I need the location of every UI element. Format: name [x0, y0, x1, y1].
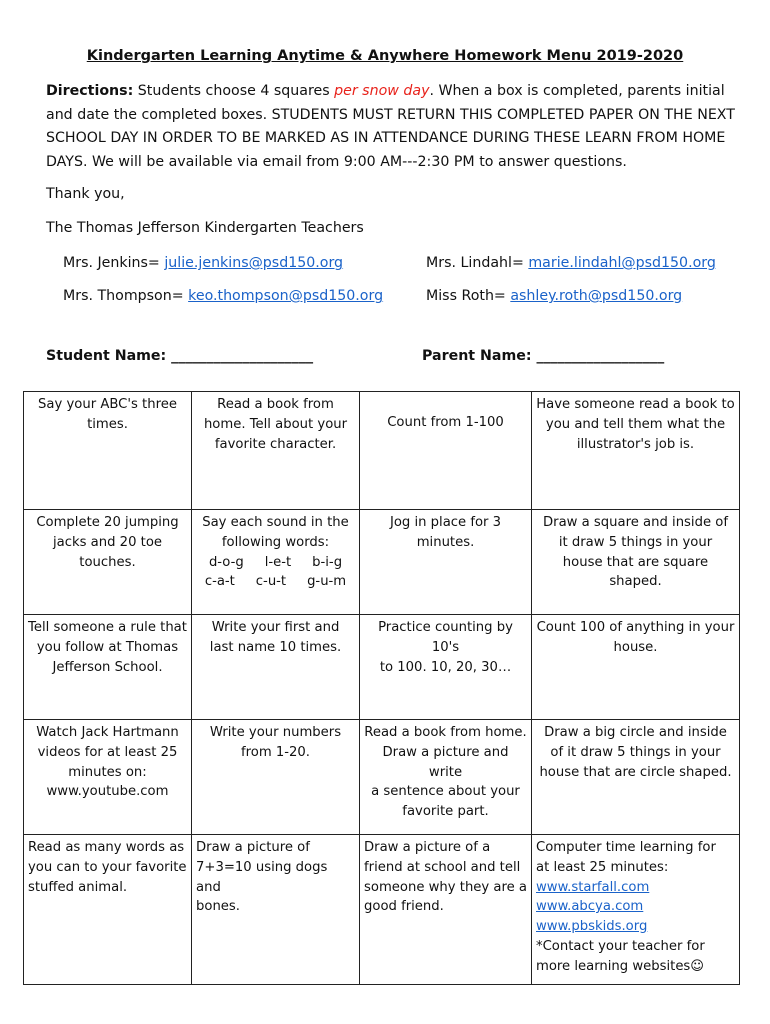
cell-text: Practice counting by 10's: [378, 620, 513, 655]
cell-text: *Contact your teacher for: [536, 938, 705, 954]
student-name-field[interactable]: Student Name: ____________________: [46, 348, 314, 364]
cell-text: bones.: [196, 899, 240, 915]
cell-text: Draw a picture of: [196, 840, 310, 855]
directions-text-before: Students choose 4 squares: [133, 83, 335, 99]
cell-text: house.: [613, 639, 658, 655]
cell-text: videos for at least 25: [37, 744, 178, 760]
directions-paragraph: [46, 80, 736, 174]
thanks-line: Thank you,: [46, 186, 125, 202]
cell-text: Say each sound in the: [202, 515, 349, 530]
cell-text: following words:: [221, 534, 330, 550]
cell-text: of it draw 5 things in your: [550, 744, 721, 760]
abcya-link[interactable]: www.abcya.com: [536, 899, 644, 915]
contact-roth: [426, 288, 682, 304]
cell-text: Watch Jack Hartmann: [36, 725, 179, 740]
cell-text: Tell someone a rule that: [28, 620, 187, 635]
cell-text: Count 100 of anything in your: [536, 620, 735, 635]
cell-text: it draw 5 things in your: [558, 534, 713, 550]
directions-highlight: per snow day: [334, 83, 430, 99]
page-title: Kindergarten Learning Anytime & Anywhere Homework Menu 2019-2020: [86, 48, 684, 64]
cell-text: favorite character.: [214, 436, 337, 452]
menu-square[interactable]: [360, 720, 532, 835]
cell-text: favorite part.: [402, 804, 489, 820]
menu-square[interactable]: [192, 510, 360, 615]
cell-text: Write your first and: [211, 620, 340, 635]
contact-label: Mrs. Jenkins=: [63, 255, 165, 271]
directions-text-after: . When a box is completed, parents initial and date the completed boxes. STUDENTS MUST RETURN THIS COMPLETED PAPER ON THE NEXT SCHOOL DAY IN ORDER TO BE MARKED AS IN ATTENDANCE DURING THESE LEARN FROM HOME DAYS. We will be available via email from 9:00 AM---2:30 PM to answer questions.: [46, 83, 735, 170]
table-row: [24, 392, 740, 510]
cell-text: you and tell them what the: [545, 416, 726, 432]
cell-text: more learning websites☺: [536, 958, 705, 974]
cell-text: jacks and 20 toe: [52, 534, 163, 550]
menu-square[interactable]: [192, 615, 360, 720]
cell-text: Draw a picture of a: [364, 840, 491, 855]
cell-text: Jefferson School.: [52, 659, 163, 675]
cell-text: you can to your favorite: [28, 859, 187, 875]
menu-square[interactable]: [360, 615, 532, 720]
table-row: [24, 615, 740, 720]
cell-text: someone why they are a: [364, 879, 528, 895]
menu-square[interactable]: [192, 392, 360, 510]
cell-text: Write your numbers: [209, 725, 342, 740]
cell-text: friend at school and tell: [364, 859, 521, 875]
teachers-signature: The Thomas Jefferson Kindergarten Teachers: [46, 220, 364, 236]
cell-text: stuffed animal.: [28, 879, 128, 895]
menu-square[interactable]: [532, 510, 740, 615]
cell-text: from 1-20.: [240, 744, 310, 760]
cell-text: Read as many words as: [28, 840, 185, 855]
cell-text: to 100. 10, 20, 30…: [379, 659, 512, 675]
word-list: c-a-t c-u-t g-u-m: [204, 574, 347, 590]
cell-text: Jog in place for 3: [389, 515, 502, 530]
menu-square[interactable]: [24, 392, 192, 510]
menu-square[interactable]: [360, 835, 532, 985]
pbskids-link[interactable]: www.pbskids.org: [536, 919, 648, 935]
email-link-lindahl[interactable]: marie.lindahl@psd150.org: [528, 255, 716, 271]
contact-label: Mrs. Thompson=: [63, 288, 189, 304]
cell-text: minutes on:: [68, 764, 147, 780]
contact-jenkins: [63, 255, 343, 271]
cell-text: house that are square: [562, 554, 709, 570]
cell-text: Draw a big circle and inside: [544, 725, 727, 740]
starfall-link[interactable]: www.starfall.com: [536, 879, 650, 895]
homework-menu-table: [23, 391, 740, 985]
cell-text: Count from 1-100: [387, 415, 504, 430]
cell-text: a sentence about your: [371, 784, 520, 800]
cell-text: minutes.: [416, 534, 475, 550]
cell-text: Complete 20 jumping: [36, 515, 179, 530]
menu-square[interactable]: [24, 835, 192, 985]
menu-square[interactable]: [532, 720, 740, 835]
cell-text: Have someone read a book to: [536, 397, 735, 412]
cell-text: house that are circle shaped.: [539, 764, 732, 780]
cell-text: at least 25 minutes:: [536, 859, 669, 875]
menu-square[interactable]: [24, 615, 192, 720]
contact-label: Miss Roth=: [426, 288, 511, 304]
cell-text: last name 10 times.: [209, 639, 342, 655]
menu-square[interactable]: [532, 615, 740, 720]
cell-text: Draw a square and inside of: [543, 515, 728, 530]
email-link-thompson[interactable]: keo.thompson@psd150.org: [188, 288, 384, 304]
cell-text: illustrator's job is.: [576, 436, 695, 452]
cell-text: home. Tell about your: [203, 416, 348, 432]
email-link-roth[interactable]: ashley.roth@psd150.org: [510, 288, 683, 304]
menu-square[interactable]: [24, 720, 192, 835]
menu-square[interactable]: [360, 510, 532, 615]
menu-square[interactable]: [24, 510, 192, 615]
table-row: [24, 835, 740, 985]
directions-label: Directions:: [46, 83, 134, 99]
cell-text: shaped.: [609, 574, 662, 590]
menu-square[interactable]: [532, 835, 740, 985]
menu-square[interactable]: [532, 392, 740, 510]
cell-text: Read a book from home.: [364, 725, 527, 740]
cell-text: Say your ABC's three: [38, 397, 177, 412]
menu-square[interactable]: [192, 720, 360, 835]
contact-label: Mrs. Lindahl=: [426, 255, 529, 271]
cell-text: 7+3=10 using dogs and: [196, 859, 328, 895]
menu-square[interactable]: [192, 835, 360, 985]
menu-square[interactable]: [360, 392, 532, 510]
cell-text: times.: [87, 416, 128, 432]
parent-name-field[interactable]: Parent Name: __________________: [422, 348, 665, 364]
cell-text: good friend.: [364, 899, 444, 915]
cell-text: touches.: [79, 554, 136, 570]
contact-lindahl: [426, 255, 716, 271]
contact-thompson: [63, 288, 383, 304]
cell-text: Read a book from: [217, 397, 334, 412]
table-row: [24, 720, 740, 835]
cell-text: www.youtube.com: [46, 784, 169, 800]
cell-text: Draw a picture and write: [382, 744, 509, 780]
word-list: d-o-g l-e-t b-i-g: [208, 554, 343, 570]
cell-text: you follow at Thomas: [36, 639, 179, 655]
table-row: [24, 510, 740, 615]
email-link-jenkins[interactable]: julie.jenkins@psd150.org: [164, 255, 344, 271]
cell-text: Computer time learning for: [536, 840, 716, 855]
